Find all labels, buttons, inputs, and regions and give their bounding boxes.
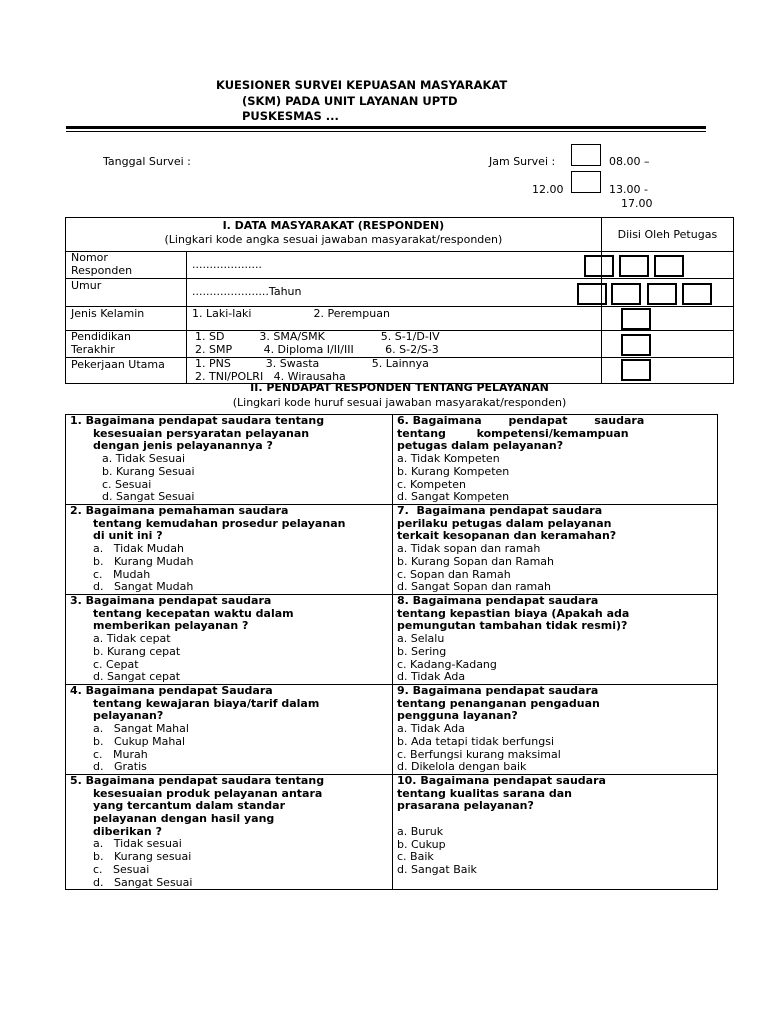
question-10 xyxy=(393,774,718,889)
q9-text-3: pengguna layanan? xyxy=(397,709,518,723)
q2-option-d[interactable]: d. Sangat Mudah xyxy=(93,580,194,594)
jam-checkbox-2[interactable] xyxy=(571,171,601,193)
q5-text-3: yang tercantum dalam standar xyxy=(93,799,285,813)
jk-option-laki[interactable]: 1. Laki-laki xyxy=(192,307,252,320)
document-title xyxy=(216,78,507,125)
q3-option-c[interactable]: c. Cepat xyxy=(93,657,139,671)
question-9 xyxy=(393,685,718,775)
q3-option-d[interactable]: d. Sangat cepat xyxy=(93,670,181,684)
jk-option-perempuan[interactable]: 2. Perempuan xyxy=(313,307,390,320)
petugas-header: Diisi Oleh Petugas xyxy=(601,218,733,252)
q5-option-c[interactable]: c. Sesuai xyxy=(93,862,150,876)
q10-option-b[interactable]: b. Cukup xyxy=(397,837,446,851)
q10-text-3: prasarana pelayanan? xyxy=(397,799,534,813)
question-8 xyxy=(393,595,718,685)
q9-option-b[interactable]: b. Ada tetapi tidak berfungsi xyxy=(397,734,555,748)
q10-option-c[interactable]: c. Baik xyxy=(397,850,434,864)
q9-option-d[interactable]: d. Dikelola dengan baik xyxy=(397,760,527,774)
q4-option-b[interactable]: b. Cukup Mahal xyxy=(93,734,186,748)
q6-text-2: tentang kompetensi/kemampuan xyxy=(397,426,629,440)
section2-header xyxy=(65,381,734,410)
question-6 xyxy=(393,415,718,505)
section2-title: II. PENDAPAT RESPONDEN TENTANG PELAYANAN xyxy=(250,381,549,394)
q1-text-2: kesesuaian persyaratan pelayanan xyxy=(93,426,310,440)
q4-text-2: tentang kewajaran biaya/tarif dalam xyxy=(93,696,320,710)
question-7 xyxy=(393,505,718,595)
title-line-2: (SKM) PADA UNIT LAYANAN UPTD xyxy=(242,93,458,108)
q7-text-2: perilaku petugas dalam pelayanan xyxy=(397,516,612,530)
q7-option-c[interactable]: c. Sopan dan Ramah xyxy=(397,567,511,581)
umur-label: Umur xyxy=(66,279,187,307)
pendidikan-label: Pendidikan Terakhir xyxy=(66,331,187,358)
pendidikan-line-2[interactable]: 2. SMP 4. Diploma I/II/III 6. S-2/S-3 xyxy=(195,342,439,356)
q5-text-2: kesesuaian produk pelayanan antara xyxy=(93,786,323,800)
q2-option-b[interactable]: b. Kurang Mudah xyxy=(93,554,194,568)
nomor-label: Nomor Responden xyxy=(66,252,187,279)
time-slot-2: 13.00 - xyxy=(609,183,648,196)
q5-option-b[interactable]: b. Kurang sesuai xyxy=(93,850,192,864)
q6-option-d[interactable]: d. Sangat Kompeten xyxy=(397,490,510,504)
q2-text-3: di unit ini ? xyxy=(93,529,163,543)
q7-option-d[interactable]: d. Sangat Sopan dan ramah xyxy=(397,580,551,594)
q10-text: 10. Bagaimana pendapat saudara xyxy=(397,773,606,787)
q4-option-a[interactable]: a. Sangat Mahal xyxy=(93,722,189,736)
pendidikan-options xyxy=(187,331,602,358)
title-rule-thin xyxy=(66,131,706,132)
q8-option-c[interactable]: c. Kadang-Kadang xyxy=(397,657,497,671)
section1-subtitle: (Lingkari kode angka sesuai jawaban masyarakat/responden) xyxy=(164,233,503,246)
title-line-3: PUSKESMAS ... xyxy=(242,109,339,123)
jam-checkbox-1[interactable] xyxy=(571,144,601,166)
q1-option-a[interactable]: a. Tidak Sesuai xyxy=(102,452,186,466)
q2-option-a[interactable]: a. Tidak Mudah xyxy=(93,542,184,556)
jk-code-box[interactable] xyxy=(621,308,651,330)
q6-text: 6. Bagaimana pendapat saudara xyxy=(397,414,645,427)
q9-text: 9. Bagaimana pendapat saudara xyxy=(397,684,599,697)
q1-option-d[interactable]: d. Sangat Sesuai xyxy=(102,490,195,504)
q5-text: 5. Bagaimana pendapat saudara tentang xyxy=(70,773,325,787)
pekerjaan-line-2[interactable]: 2. TNI/POLRI 4. Wirausaha xyxy=(195,369,346,383)
nomor-code-box-2[interactable] xyxy=(619,255,649,277)
q6-option-a[interactable]: a. Tidak Kompeten xyxy=(397,452,500,466)
q1-text: 1. Bagaimana pendapat saudara tentang xyxy=(70,414,325,427)
pendidikan-code-box[interactable] xyxy=(621,334,651,356)
pekerjaan-code-box[interactable] xyxy=(621,359,651,381)
q9-option-c[interactable]: c. Berfungsi kurang maksimal xyxy=(397,747,561,761)
pekerjaan-label: Pekerjaan Utama xyxy=(66,358,187,384)
time-slot-2-end: 17.00 xyxy=(621,197,653,210)
pekerjaan-options xyxy=(187,358,602,384)
q5-text-4: pelayanan dengan hasil yang xyxy=(93,812,275,826)
q1-option-b[interactable]: b. Kurang Sesuai xyxy=(102,464,195,478)
section1-title: I. DATA MASYARAKAT (RESPONDEN) xyxy=(222,219,445,232)
umur-code-box-3[interactable] xyxy=(647,283,677,305)
q8-option-d[interactable]: d. Tidak Ada xyxy=(397,670,466,684)
q4-option-c[interactable]: c. Murah xyxy=(93,747,148,761)
jam-survei-label: Jam Survei : xyxy=(489,155,556,168)
q5-option-d[interactable]: d. Sangat Sesuai xyxy=(93,875,193,889)
q10-text-2: tentang kualitas sarana dan xyxy=(397,786,572,800)
q8-option-b[interactable]: b. Sering xyxy=(397,644,447,658)
q8-option-a[interactable]: a. Selalu xyxy=(397,632,445,646)
time-slot-1: 08.00 – xyxy=(609,155,650,168)
umur-code-box-2[interactable] xyxy=(611,283,641,305)
question-1 xyxy=(66,415,393,505)
umur-code-box-4[interactable] xyxy=(682,283,712,305)
time-slot-1-end: 12.00 xyxy=(532,183,564,196)
question-4 xyxy=(66,685,393,775)
question-2 xyxy=(66,505,393,595)
q3-text: 3. Bagaimana pendapat saudara xyxy=(70,594,272,607)
q10-option-a[interactable]: a. Buruk xyxy=(397,825,444,839)
question-5 xyxy=(66,774,393,889)
questions-table xyxy=(65,414,718,890)
q2-text-2: tentang kemudahan prosedur pelayanan xyxy=(93,516,346,530)
q9-text-2: tentang penanganan pengaduan xyxy=(397,696,600,710)
title-line-1: KUESIONER SURVEI KEPUASAN MASYARAKAT xyxy=(216,78,508,92)
q6-option-b[interactable]: b. Kurang Kompeten xyxy=(397,464,510,478)
q3-option-a[interactable]: a. Tidak cepat xyxy=(93,632,171,646)
q7-option-a[interactable]: a. Tidak sopan dan ramah xyxy=(397,542,541,556)
q3-text-2: tentang kecepatan waktu dalam xyxy=(93,606,294,620)
q1-option-c[interactable]: c. Sesuai xyxy=(102,477,152,491)
question-3 xyxy=(66,595,393,685)
q5-option-a[interactable]: a. Tidak sesuai xyxy=(93,837,182,851)
nomor-code-box-1[interactable] xyxy=(584,255,614,277)
q7-option-b[interactable]: b. Kurang Sopan dan Ramah xyxy=(397,554,554,568)
nomor-code-box-3[interactable] xyxy=(654,255,684,277)
jenis-kelamin-options xyxy=(187,307,602,331)
q5-text-5: diberikan ? xyxy=(93,824,162,838)
q1-text-3: dengan jenis pelayanannya ? xyxy=(93,439,273,453)
q7-text-3: terkait kesopanan dan keramahan? xyxy=(397,529,617,543)
q3-text-3: memberikan pelayanan ? xyxy=(93,619,249,633)
q6-option-c[interactable]: c. Kompeten xyxy=(397,477,466,491)
umur-field[interactable]: ......................Tahun xyxy=(187,279,602,307)
q8-text: 8. Bagaimana pendapat saudara xyxy=(397,594,599,607)
q4-option-d[interactable]: d. Gratis xyxy=(93,760,147,774)
pekerjaan-line-1[interactable]: 1. PNS 3. Swasta 5. Lainnya xyxy=(195,357,429,370)
title-rule-thick xyxy=(66,126,706,129)
tanggal-survei-label: Tanggal Survei : xyxy=(103,155,191,168)
umur-code-box-1[interactable] xyxy=(577,283,607,305)
q2-text: 2. Bagaimana pemahaman saudara xyxy=(70,504,289,517)
q3-option-b[interactable]: b. Kurang cepat xyxy=(93,644,181,658)
nomor-field[interactable]: .................... xyxy=(187,252,602,279)
q7-text: 7. Bagaimana pendapat saudara xyxy=(397,504,603,517)
q2-option-c[interactable]: c. Mudah xyxy=(93,567,151,581)
section1-header xyxy=(66,218,602,252)
section2-subtitle: (Lingkari kode huruf sesuai jawaban masyarakat/responden) xyxy=(232,395,567,409)
q4-text: 4. Bagaimana pendapat Saudara xyxy=(70,684,273,697)
pendidikan-line-1[interactable]: 1. SD 3. SMA/SMK 5. S-1/D-IV xyxy=(195,330,440,343)
q8-text-3: pemungutan tambahan tidak resmi)? xyxy=(397,619,628,633)
q10-option-d[interactable]: d. Sangat Baik xyxy=(397,863,477,877)
jenis-kelamin-label: Jenis Kelamin xyxy=(66,307,187,331)
q9-option-a[interactable]: a. Tidak Ada xyxy=(397,722,465,736)
q6-text-3: petugas dalam pelayanan? xyxy=(397,439,564,453)
q4-text-3: pelayanan? xyxy=(93,709,164,723)
q8-text-2: tentang kepastian biaya (Apakah ada xyxy=(397,606,630,620)
